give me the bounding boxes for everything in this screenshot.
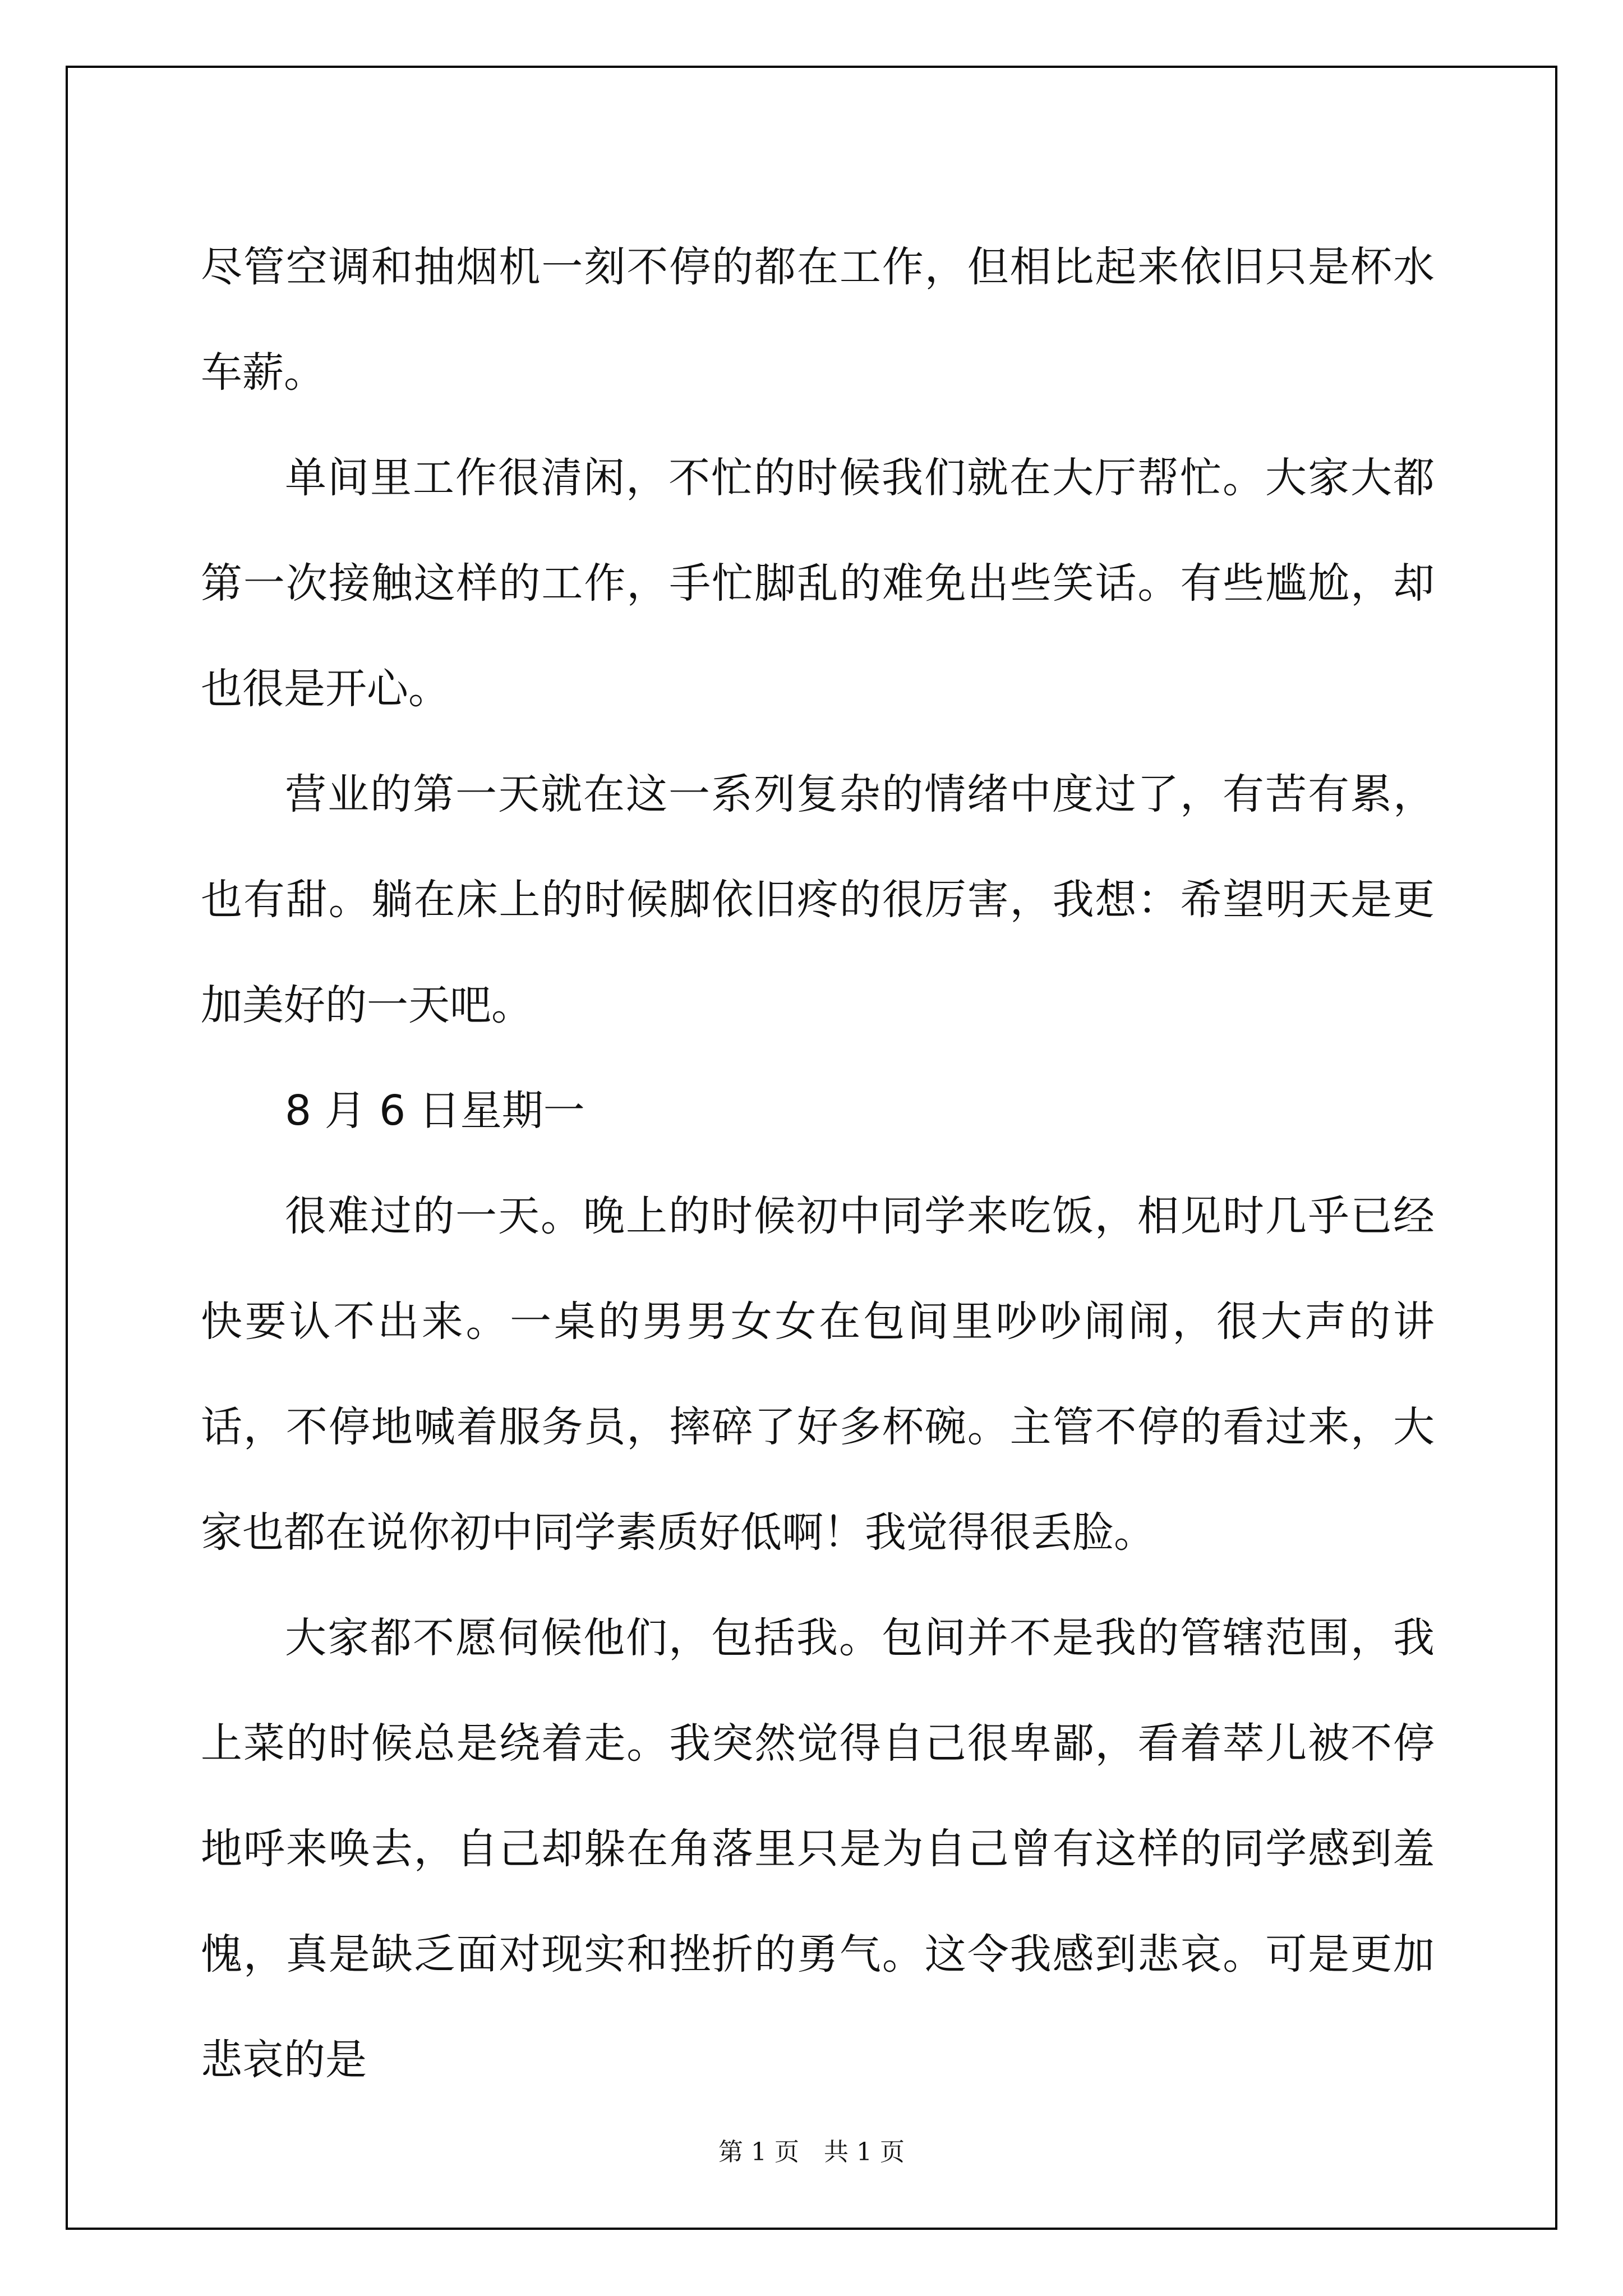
- paragraph: 很难过的一天。晚上的时候初中同学来吃饭，相见时几乎已经快要认不出来。一桌的男男女女在包间里吵吵闹闹，很大声的讲话，不停地喊着服务员，摔碎了好多杯碗。主管不停的看过来，大家也都在说你初中同学素质好低啊！我觉得很丢脸。: [201, 1192, 1435, 1557]
- paragraph: 营业的第一天就在这一系列复杂的情绪中度过了，有苦有累，也有甜。躺在床上的时候脚依旧疼的很厉害，我想：希望明天是更加美好的一天吧。: [201, 770, 1435, 1029]
- paragraph: 大家都不愿伺候他们，包括我。包间并不是我的管辖范围，我上菜的时候总是绕着走。我突然觉得自己很卑鄙，看着萃儿被不停地呼来唤去，自己却躲在角落里只是为自己曾有这样的同学感到羞愧，真是缺乏面对现实和挫折的勇气。这令我感到悲哀。可是更加悲哀的是: [201, 1614, 1435, 2084]
- paragraph: 尽管空调和抽烟机一刻不停的都在工作，但相比起来依旧只是杯水车薪。: [201, 243, 1435, 397]
- paragraph: 单间里工作很清闲，不忙的时候我们就在大厅帮忙。大家大都第一次接触这样的工作，手忙脚乱的难免出些笑话。有些尴尬，却也很是开心。: [201, 454, 1435, 713]
- page-number-footer: 第 1 页 共 1 页: [718, 2138, 905, 2166]
- date-heading: 8 月 6 日星期一: [285, 1087, 585, 1135]
- document-body: [201, 214, 1435, 2113]
